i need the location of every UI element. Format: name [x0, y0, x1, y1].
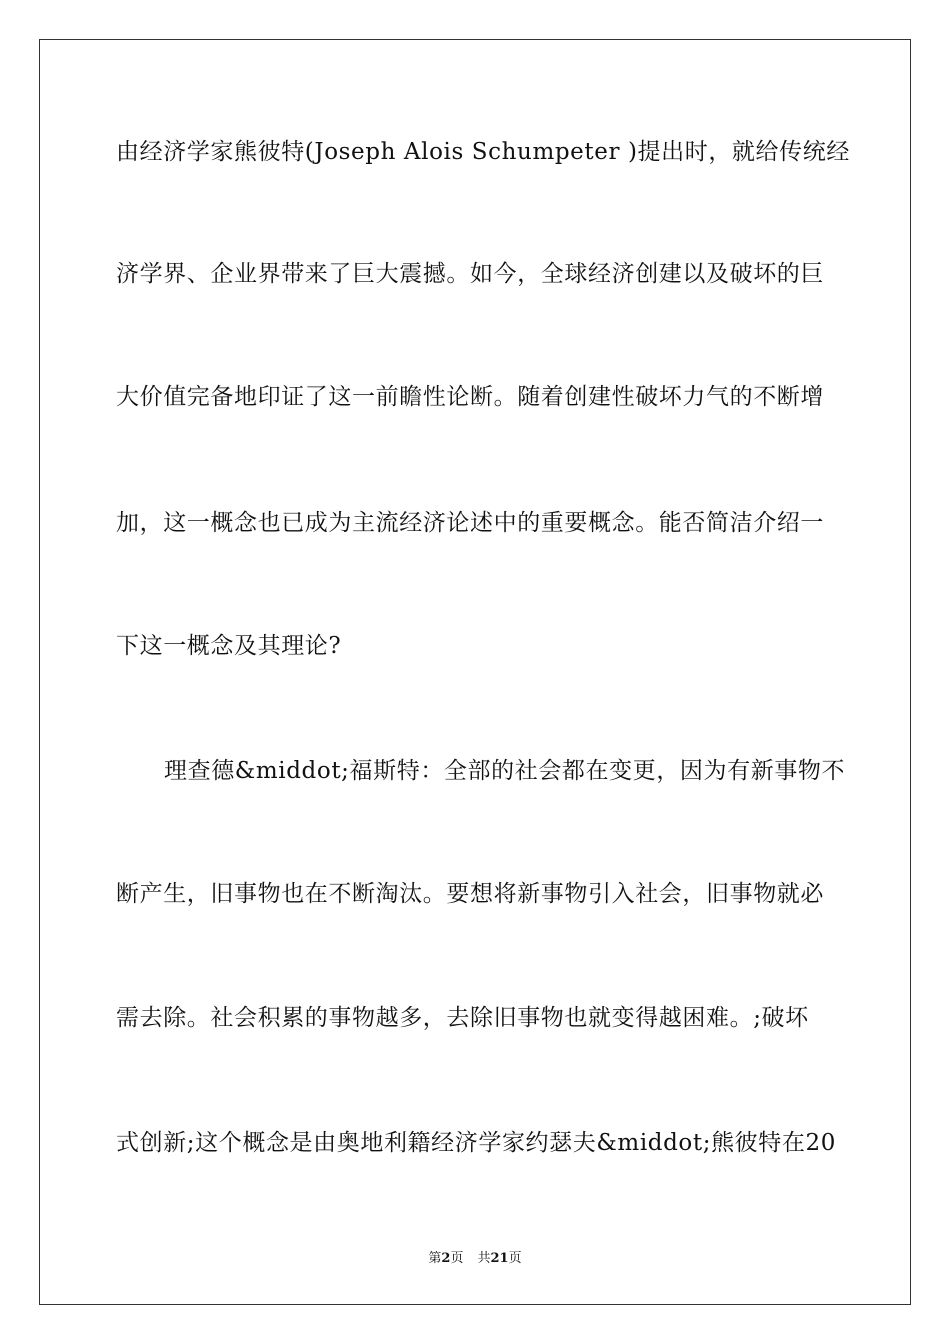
paragraph-start-line: 理查德&middot;福斯特：全部的社会都在变更，因为有新事物不 — [164, 758, 846, 784]
body-text-line-8: 需去除。社会积累的事物越多，去除旧事物也就变得越困难。;破坏 — [116, 1005, 809, 1031]
page-prefix: 第 — [428, 1251, 442, 1266]
body-text-line-4: 加，这一概念也已成为主流经济论述中的重要概念。能否简洁介绍一 — [116, 510, 824, 536]
total-pages: 21 — [490, 1251, 509, 1266]
page-border — [39, 39, 911, 1305]
body-text-line-3: 大价值完备地印证了这一前瞻性论断。随着创建性破坏力气的不断增 — [116, 384, 824, 410]
body-text-line-5: 下这一概念及其理论? — [116, 633, 342, 659]
page-suffix: 页 — [450, 1251, 464, 1266]
body-text-line-2: 济学界、企业界带来了巨大震撼。如今，全球经济创建以及破坏的巨 — [116, 261, 824, 287]
body-text-line-9: 式创新;这个概念是由奥地利籍经济学家约瑟夫&middot;熊彼特在20 — [116, 1130, 836, 1156]
total-prefix: 共 — [477, 1251, 491, 1266]
body-text-line-1: 由经济学家熊彼特(Joseph Alois Schumpeter )提出时，就给传统经 — [116, 139, 850, 165]
total-suffix: 页 — [508, 1251, 522, 1266]
page-number: 2 — [441, 1251, 451, 1266]
body-text-line-7: 断产生，旧事物也在不断淘汰。要想将新事物引入社会，旧事物就必 — [116, 881, 824, 907]
page-footer — [0, 1247, 950, 1266]
